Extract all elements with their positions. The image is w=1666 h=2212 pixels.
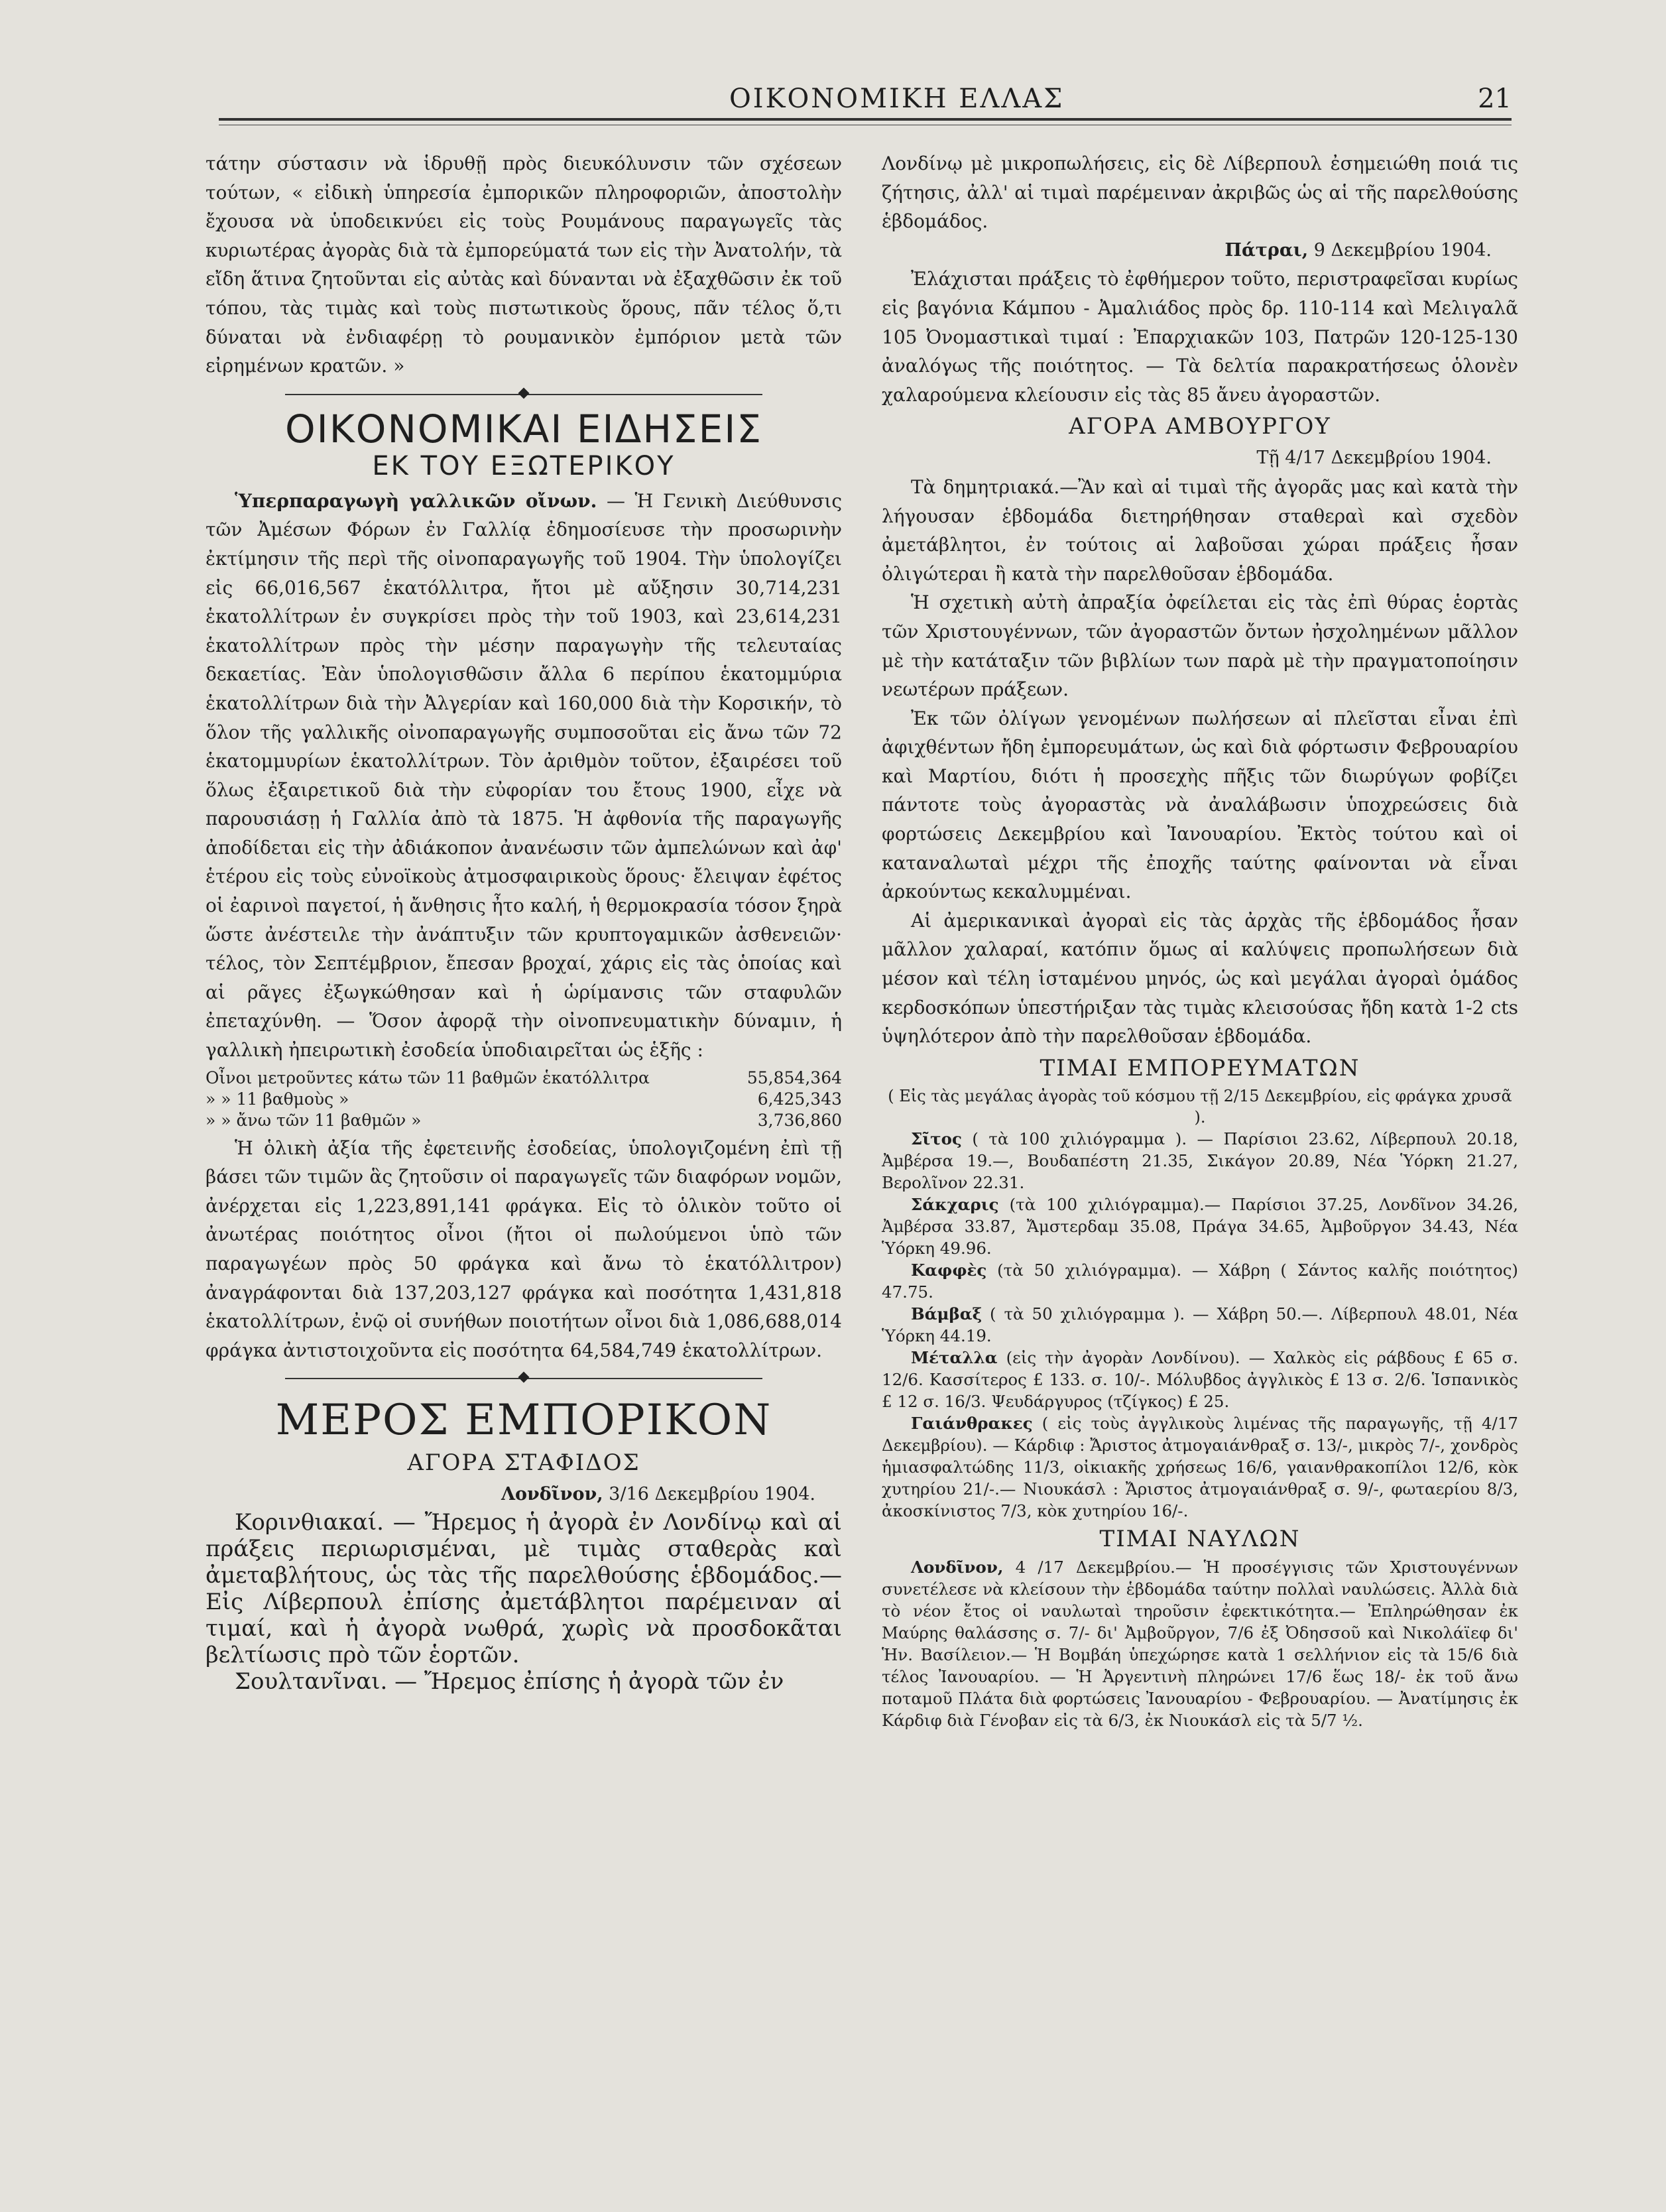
right-column (882, 149, 1518, 1731)
commodity-text: ( εἰς τοὺς ἀγγλικοὺς λιμένας τῆς παραγωγῆς, τῇ 4/17 Δεκεμβρίου). — Κάρδιφ : Ἄριστος ἀτμογαιάνθραξ σ. 13/-, μικρὸς 7/-, χονδρὸς ἡμιασφαλτώδης 11/3, οἰκιακῆς χρήσεως 16/6, γαιανθρακοπίλοι 12/6, κὸκ χυτηρίου 21/-.— Νιουκάσλ : Ἄριστος ἀτμογαιάνθραξ σ. 9/-, φωταερίου 8/3, ἀκοσκίνιστος 7/3, κὸκ χυτηρίου 16/-. (882, 1413, 1518, 1520)
running-header (219, 80, 1512, 126)
price-entry (882, 1259, 1518, 1303)
price-entry (882, 1412, 1518, 1522)
patras-dateline (882, 236, 1518, 265)
wine-paragraph: — Ἡ Γενικὴ Διεύθυνσις τῶν Ἀμέσων Φόρων ἐν Γαλλίᾳ ἐδημοσίευσε τὴν προσωρινὴν ἐκτίμησιν τῆς περὶ τῆς οἰνοπαραγωγῆς τοῦ 1904. Τὴν ὑπολογίζει εἰς 66,016,567 ἑκατόλλιτρα, ἤτοι μὲ αὔξησιν 30,714,231 ἑκατολλίτρων ἐν συγκρίσει πρὸς τὴν τοῦ 1903, καὶ 23,614,231 ἑκατολλίτρων πρὸς τὴν μέσην παραγωγὴν τῆς τελευταίας δεκαετίας. Ἐὰν ὑπολογισθῶσιν ἄλλα 6 περίπου ἑκατομμύρια ἑκατολλίτρων διὰ τὴν Ἀλγερίαν καὶ 160,000 διὰ τὴν Κορσικήν, τὸ ὅλον τῆς γαλλικῆς οἰνοπαραγωγῆς συμποσοῦται εἰς ἄνω τῶν 72 ἑκατομμυρίων ἑκατολλίτρων. Τὸν ἀριθμὸν τοῦτον, ἐξαιρέσει τοῦ ὅλως ἐξαιρετικοῦ διὰ τὴν εὐφορίαν του ἔτους 1900, εἶχε νὰ παρουσιάσῃ ἡ Γαλλία ἀπὸ τὰ 1875. Ἡ ἀφθονία τῆς παραγωγῆς ἀποδίδεται εἰς τὴν ἀδιάκοπον ἀνανέωσιν τῶν ἀμπελώνων καὶ ἀφ' ἑτέρου εἰς τοὺς εὐνοϊκοὺς ἀτμοσφαιρικοὺς ὅρους· ἔλειψαν ἐφέτος οἱ ἐαρινοὶ παγετοί, ἡ ἄνθησις ἦτο καλή, ἡ θερμοκρασία τόσον ξηρὰ ὥστε ἀνέστειλε τὴν ἀνάπτυξιν τῶν κρυπτογαμικῶν ἀσθενειῶν· τέλος, τὸν Σεπτέμβριον, ἔπεσαν βροχαί, χάρις εἰς τὰς ὁποίας καὶ αἱ ρᾶγες ἐξωγκώθησαν καὶ ἡ ὡρίμανσις τῶν σταφυλῶν ἐπεταχύνθη. — Ὅσον ἀφορᾷ τὴν οἰνοπνευματικὴν δύναμιν, ἡ γαλλικὴ ἠπειρωτικὴ ἐσοδεία ὑποδιαιρεῖται ὡς ἑξῆς : (206, 489, 842, 1062)
patras-paragraph: Ἐλάχισται πράξεις τὸ ἐφθήμερον τοῦτο, περιστραφεῖσαι κυρίως εἰς βαγόνια Κάμπου - Ἀμαλιάδος πρὸς δρ. 110-114 καὶ Μελιγαλᾶ 105 Ὀνομαστικαὶ τιμαί : Ἐπαρχιακῶν 103, Πατρῶν 120-125-130 ἀναλόγως τῆς ποιότητος. — Τὰ δελτία παρακρατήσεως ὁλονὲν χαλαρούμενα κλείουσιν εἰς τὰς 85 ἄνευ ἀγοραστῶν. (882, 268, 1518, 406)
raisin-paragraph: Κορινθιακαί. — Ἤρεμος ἡ ἀγορὰ ἐν Λονδίνῳ καὶ αἱ πράξεις περιωρισμέναι, μὲ τιμὰς σταθερὰς καὶ ἀμεταβλήτους, ὡς τὰς τῆς παρελθούσης ἑβδομάδος.— Εἰς Λίβερπουλ ἐπίσης ἀμετάβλητοι παρέμειναν αἱ τιμαί, καὶ ἡ ἀγορὰ νωθρά, χωρὶς νὰ προσδοκᾶται βελτίωσις πρὸ τῶν ἑορτῶν. (206, 1508, 842, 1668)
wine-heading: Ὑπερπαραγωγὴ γαλλικῶν οἴνων. (235, 489, 597, 512)
wine-paragraph-2: Ἡ ὁλικὴ ἀξία τῆς ἐφετεινῆς ἐσοδείας, ὑπολογιζομένη ἐπὶ τῇ βάσει τῶν τιμῶν ἃς ζητοῦσιν οἱ παραγωγεῖς τῶν διαφόρων νομῶν, ἀνέρχεται εἰς 1,223,891,141 φράγκα. Εἰς τὸ ὁλικὸν τοῦτο οἱ ἀνωτέρας ποιότητος οἶνοι (ἤτοι οἱ πωλούμενοι ὑπὸ τῶν παραγωγέων πρὸς 50 φράγκα καὶ ἄνω τὸ ἑκατόλλιτρον) ἀναγράφονται διὰ 137,203,127 φράγκα καὶ ποσότητα 1,431,818 ἑκατολλίτρων, ἐνῷ οἱ συνήθων ποιοτήτων οἶνοι διὰ 1,086,688,014 φράγκα ἀντιστοιχοῦντα εἰς ποσότητα 64,584,749 ἑκατολλίτρων. (206, 1137, 842, 1361)
wine-stats-table (206, 1068, 842, 1131)
section-divider (232, 385, 815, 404)
price-entry (882, 1347, 1518, 1412)
stats-row (206, 1089, 842, 1110)
dateline-place: Λονδῖνον, (501, 1484, 603, 1505)
stats-value: 3,736,860 (757, 1110, 842, 1130)
liverpool-paragraph: Λονδίνῳ μὲ μικροπωλήσεις, εἰς δὲ Λίβερπουλ ἐσημειώθη ποιά τις ζήτησις, ἀλλ' αἱ τιμαὶ παρέμειναν ἀκριβῶς ὡς αἱ τῆς παρελθούσης ἑβδομάδος. (882, 153, 1518, 233)
raisin-market-title: ΑΓΟΡΑ ΣΤΑΦΙΔΟΣ (407, 1449, 640, 1477)
commodity-prices-list (882, 1128, 1518, 1522)
sales-paragraph: Ἐκ τῶν ὀλίγων γενομένων πωλήσεων αἱ πλεῖσται εἶναι ἐπὶ ἀφιχθέντων ἤδη ἐμπορευμάτων, ὡς καὶ διὰ φόρτωσιν Φεβρουαρίου καὶ Μαρτίου, διότι ἡ προσεχὴς πῆξις τῶν διωρύγων φοβίζει πάντοτε τοὺς ἀγοραστὰς νὰ ἀναλάβωσιν ὑποχρεώσεις διὰ φορτώσεις Δεκεμβρίου καὶ Ἰανουαρίου. Ἐκτὸς τούτου καὶ οἱ καταναλωταὶ μέχρι τῆς ἐποχῆς ταύτης φαίνονται νὰ εἶναι ἀρκούντως κεκαλυμμέναι. (882, 707, 1518, 903)
page-number: 21 (1478, 84, 1512, 114)
raisin-dateline (206, 1480, 842, 1509)
commodity-name: Γαιάνθρακες (911, 1413, 1033, 1433)
merchant-section-title: ΜΕΡΟΣ ΕΜΠΟΡΙΚΟΝ (275, 1396, 772, 1445)
intro-paragraph: τάτην σύστασιν νὰ ἱδρυθῇ πρὸς διευκόλυνσιν τῶν σχέσεων τούτων, « εἰδικὴ ὑπηρεσία ἐμπορικῶν πληροφοριῶν, ἀποστολὴν ἔχουσα νὰ ὑποδεικνύει εἰς τοὺς Ρουμάνους παραγωγεῖς τὰς κυριωτέρας ἀγορὰς διὰ τὰ ἐμπορεύματά των εἰς τὴν Ἀνατολήν, τὰ εἴδη ἅτινα ζητοῦνται εἰς αὐτὰς καὶ δύνανται νὰ ἐξαχθῶσιν ἐκ τοῦ τόπου, τὰς τιμὰς καὶ τοὺς πιστωτικοὺς ὅρους, πᾶν τέλος ὅ,τι δύναται νὰ ἐνδιαφέρῃ τὸ ρουμανικὸν ἐμπόριον μετὰ τῶν εἰρημένων κρατῶν. » (206, 153, 842, 377)
dateline-place: Πάτραι, (1224, 239, 1309, 261)
news-section-title: ΟΙΚΟΝΟΜΙΚΑΙ ΕΙΔΗΣΕΙΣ (285, 406, 762, 452)
price-entry (882, 1303, 1518, 1347)
commodity-text: (τὰ 100 χιλιόγραμμα).— Παρίσιοι 37.25, Λονδῖνον 34.26, Ἀμβέρσα 33.87, Ἄμστερδαμ 35.08, Πράγα 34.65, Ἀμβοῦργον 34.43, Νέα Ὑόρκη 49.96. (882, 1194, 1518, 1258)
stats-label: » » 11 βαθμοὺς » (206, 1089, 349, 1109)
dateline-date: 3/16 Δεκεμβρίου 1904. (609, 1484, 815, 1505)
price-entry (882, 1194, 1518, 1259)
commodity-text: (εἰς τὴν ἀγορὰν Λονδίνου). — Χαλκὸς εἰς ράβδους £ 65 σ. 12/6. Κασσίτερος £ 133. σ. 10/-. Μόλυβδος ἀγγλικὸς £ 13 σ. 2/6. Ἱσπανικὸς £ 12 σ. 16/3. Ψευδάργυρος (τζίγκος) £ 25. (882, 1347, 1519, 1411)
freight-paragraph (882, 1556, 1518, 1731)
inactivity-paragraph: Ἡ σχετικὴ αὐτὴ ἀπραξία ὀφείλεται εἰς τὰς ἐπὶ θύρας ἑορτὰς τῶν Χριστουγέννων, τῶν ἀγοραστῶν ὄντων ἠσχολημένων μᾶλλον μὲ τὴν κατάταξιν τῶν βιβλίων των παρὰ μὲ τὴν πραγματοποίησιν νεωτέρων πράξεων. (882, 591, 1518, 701)
commodity-name: Βάμβαξ (911, 1304, 982, 1323)
hamburg-dateline: Τῇ 4/17 Δεκεμβρίου 1904. (1256, 448, 1492, 469)
commodity-text: ( τὰ 50 χιλιόγραμμα ). — Χάβρη 50.—. Λίβερπουλ 48.01, Νέα Ὑόρκη 44.19. (882, 1304, 1518, 1345)
stats-value: 55,854,364 (746, 1068, 842, 1087)
header-rule (219, 118, 1512, 121)
journal-title: ΟΙΚΟΝΟΜΙΚΗ ΕΛΛΑΣ (729, 84, 1065, 114)
sultana-paragraph: Σουλτανῖναι. — Ἤρεμος ἐπίσης ἡ ἀγορὰ τῶν ἐν (235, 1668, 784, 1695)
freight-prices-title: ΤΙΜΑΙ ΝΑΥΛΩΝ (1099, 1525, 1301, 1552)
commodity-text: ( τὰ 100 χιλιόγραμμα ). — Παρίσιοι 23.62, Λίβερπουλ 20.18, Ἀμβέρσα 19.—, Βουδαπέστη 21.35, Σικάγον 20.89, Νέα Ὑόρκη 21.27, Βερολῖνον 22.31. (882, 1129, 1518, 1192)
freight-text: 4 /17 Δεκεμβρίου.— Ἡ προσέγγισις τῶν Χριστουγέννων συνετέλεσε νὰ κλείσουν τὴν ἑβδομάδα ταύτην πολλαὶ ναυλώσεις. Ἀλλὰ διὰ τὸ νέον ἔτος οἱ ναυλωταὶ τηροῦσιν ἐφεκτικότητα.— Ἐπληρώθησαν ἐκ Μαύρης θαλάσσης σ. 7/- δι' Ἀμβοῦργον, 7/6 ἐξ Ὀδησσοῦ καὶ Νικολάϊεφ δι' Ἡν. Βασίλειον.— Ἡ Βομβάη ὑπεχώρησε κατὰ 1 σελλήνιον εἰς τὰ 15/6 διὰ τέλος Ἰανουαρίου. — Ἡ Ἀργεντινὴ πληρώνει 17/6 ἕως 18/- ἐκ τοῦ ἄνω ποταμοῦ Πλάτα διὰ φορτώσεις Ἰανουαρίου - Φεβρουαρίου. — Ἀνατίμησις ἐκ Κάρδιφ διὰ Γένοβαν εἰς τὰ 6/3, ἐκ Νιουκάσλ εἰς τὰ 5/7 ½. (882, 1557, 1518, 1730)
commodity-text: (τὰ 50 χιλιόγραμμα). — Χάβρη ( Σάντος καλῆς ποιότητος) 47.75. (882, 1260, 1518, 1302)
news-section-subtitle: ΕΚ ΤΟΥ ΕΞΩΤΕΡΙΚΟΥ (372, 450, 676, 481)
commodity-name: Μέταλλα (911, 1347, 998, 1367)
commodity-name: Καφφὲς (911, 1260, 987, 1280)
cereals-paragraph: Τὰ δημητριακά.—Ἂν καὶ αἱ τιμαὶ τῆς ἀγορᾶς μας καὶ κατὰ τὴν λήγουσαν ἑβδομάδα διετηρήθησαν σταθεραὶ καὶ σχεδὸν ἀμετάβλητοι, ἐν τούτοις αἱ λαβοῦσαι χώραι πράξεις ἦσαν ὀλιγώτεραι ἢ κατὰ τὴν παρελθοῦσαν ἑβδομάδα. (882, 475, 1518, 585)
stats-row (206, 1068, 842, 1089)
wine-article (206, 487, 842, 1065)
american-markets-paragraph: Αἱ ἀμερικανικαὶ ἀγοραὶ εἰς τὰς ἀρχὰς τῆς ἑβδομάδος ἦσαν μᾶλλον χαλαραί, κατόπιν ὅμως αἱ καλύψεις προπωλήσεων διὰ μέσον καὶ τέλη ἱσταμένου μηνός, ὡς καὶ μεγάλαι ἀγοραὶ ὁμάδος κερδοσκόπων ὑπεστήριξαν τὰς τιμὰς κλεισούσας ἤδη κατὰ 1-2 cts ὑψηλότερον ἀπὸ τὴν παρελθοῦσαν ἑβδομάδα. (882, 909, 1518, 1048)
commodity-name: Σῖτος (911, 1129, 962, 1148)
stats-label: » » ἄνω τῶν 11 βαθμῶν » (206, 1110, 422, 1130)
hamburg-market-title: ΑΓΟΡΑ ΑΜΒΟΥΡΓΟΥ (1069, 413, 1331, 440)
stats-row (206, 1110, 842, 1131)
left-column (206, 149, 842, 1695)
stats-label: Οἶνοι μετροῦντες κάτω τῶν 11 βαθμῶν ἑκατόλλιτρα (206, 1068, 650, 1087)
section-divider (232, 1369, 815, 1388)
price-entry (882, 1128, 1518, 1194)
commodity-prices-title: ΤΙΜΑΙ ΕΜΠΟΡΕΥΜΑΤΩΝ (1040, 1054, 1360, 1081)
stats-value: 6,425,343 (757, 1089, 842, 1109)
freight-place: Λονδῖνον, (911, 1557, 1004, 1577)
commodity-prices-note: ( Εἰς τὰς μεγάλας ἀγορὰς τοῦ κόσμου τῇ 2/15 Δεκεμβρίου, εἰς φράγκα χρυσᾶ ). (888, 1086, 1512, 1127)
dateline-date: 9 Δεκεμβρίου 1904. (1313, 239, 1492, 261)
commodity-name: Σάκχαρις (911, 1194, 999, 1214)
